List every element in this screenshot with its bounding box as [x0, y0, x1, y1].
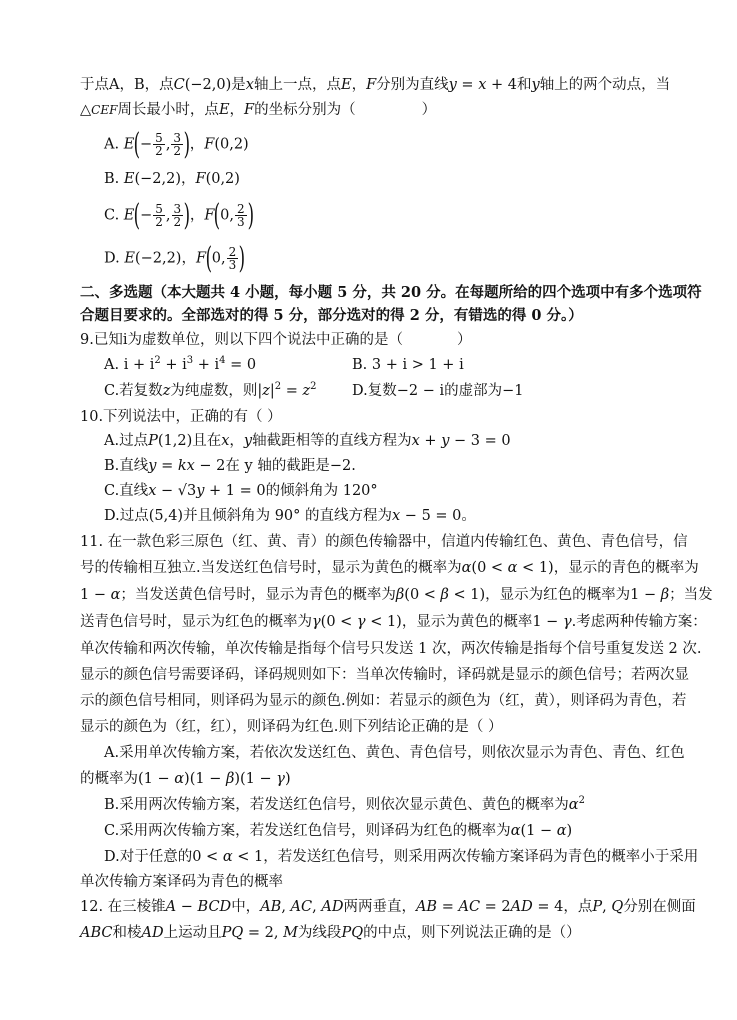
text: ；当发 — [669, 587, 713, 603]
text: B.直线 — [104, 458, 149, 474]
q11-option-d-line2: 单次传输方案译码为青色的概率 — [80, 874, 283, 890]
q11-line4: 送青色信号时，显示为红色的概率为γ(0 < γ < 1)，显示为黄色的概率1 − γ.考虑两种传输方案： — [80, 614, 707, 630]
text: 于点 — [80, 77, 109, 93]
q10-option-b: B.直线y = kx − 2在 y 轴的截距是−2. — [104, 458, 356, 474]
text: ， — [351, 77, 367, 93]
q11-option-a-line2: 的概率为(1 − α)(1 − β)(1 − γ) — [80, 771, 291, 787]
section2-header-line2: 合题目要求的。全部选对的得 5 分，部分选对的得 2 分，有错选的得 0 分。） — [80, 307, 583, 324]
q10-option-a: A.过点P(1,2)且在x，y轴截距相等的直线方程为x + y − 3 = 0 — [104, 433, 511, 449]
text: 轴上一点，点 — [253, 77, 341, 93]
q11-line8: 显示的颜色为（红，红），则译码为红色.则下列结论正确的是（ ） — [80, 719, 503, 735]
q9-option-a: A. $i + i^2 + i^3 + i^4 = 0$ — [104, 355, 257, 373]
text: ，点 — [563, 899, 593, 915]
text: C.若复数 — [104, 383, 163, 399]
text: ） — [421, 102, 437, 118]
option-label: A. — [104, 136, 120, 153]
text: 轴上的两个动点，当 — [539, 77, 671, 93]
text: ；当发送黄色信号时，显示为青色的概率为 — [120, 587, 396, 603]
text: ， — [229, 102, 245, 118]
text: 并且倾斜角为 90° 的直线方程为 — [183, 508, 393, 524]
text: 中， — [231, 899, 261, 915]
q8-stem-line2: △CEF周长最小时，点E，F的坐标分别为（ ） — [80, 102, 437, 118]
q10-option-d: D.过点(5,4)并且倾斜角为 90° 的直线方程为x − 5 = 0。 — [104, 508, 476, 524]
text: 分别在侧面 — [623, 899, 696, 915]
q12-line1: 12. 在三棱锥A − BCD中，AB, AC, AD两两垂直，AB = AC = 2AD = 4，点P, Q分别在侧面 — [80, 899, 696, 915]
q8-option-a: A. E(− $\frac{5}{2}$ , $\frac{3}{2}$ )，F(0,2) — [104, 126, 249, 162]
q11-line3: 1 − α；当发送黄色信号时，显示为青色的概率为β(0 < β < 1)，显示为红色的概率为1 − β；当发 — [80, 587, 713, 603]
option-label: C. — [104, 207, 120, 224]
text: 送青色信号时，显示为红色的概率为 — [80, 614, 312, 630]
q9-option-d: D.复数−2 − i的虚部为−1 — [352, 383, 524, 399]
text: 为虚数单位，则以下四个说法中正确的是（ — [127, 332, 403, 348]
q8-option-c: C. E(− $\frac{5}{2}$ , $\frac{3}{2}$ )，F(0, $\frac{2}{3}$ ) — [104, 197, 254, 233]
q10-stem: 10.下列说法中，正确的有（ ） — [80, 409, 282, 425]
text: 的中点，则下列说法正确的是（） — [363, 925, 581, 941]
q11-line6: 显示的颜色信号需要译码，译码规则如下：当单次传输时，译码就是显示的颜色信号；若两次显 — [80, 667, 689, 683]
q11-line1: 11. 在一款色彩三原色（红、黄、青）的颜色传输器中，信道内传输红色、黄色、青色信号，信 — [80, 534, 688, 550]
q11-option-b: B.采用两次传输方案，若发送红色信号，则依次显示黄色、黄色的概率为$\alpha^2$ — [104, 795, 585, 813]
option-label: A. — [104, 357, 120, 373]
text: 12. 在三棱锥 — [80, 899, 166, 915]
q9-option-c: C.若复数z为纯虚数，则$|z|^2 = z^2$ — [104, 381, 317, 399]
option-label: B. — [104, 171, 120, 187]
text: 的概率为 — [80, 771, 138, 787]
q8-option-d: D. E(−2,2)，F(0, $\frac{2}{3}$ ) — [104, 240, 246, 276]
text: A.过点 — [104, 433, 149, 449]
text: 为线段 — [297, 925, 342, 941]
section2-header-line1: 二、多选题（本大题共 4 小题，每小题 5 分，共 20 分。在每题所给的四个选项中有多个选项符 — [80, 284, 702, 301]
q8-stem-line1: 于点A，B，点C(−2,0)是x轴上一点，点E，F分别为直线y = x + 4和y轴上的两个动点，当 — [80, 77, 671, 93]
text: 9.已知 — [80, 332, 123, 348]
text: ，显示的青色的概率为 — [553, 560, 699, 576]
text: .考虑两种传输方案： — [571, 614, 707, 630]
text: ，显示为黄色的概率 — [401, 614, 533, 630]
text: 和 — [516, 77, 532, 93]
q11-line7: 示的颜色信号相同，则译码为显示的颜色.例如：若显示的颜色为（红，黄），则译码为青色，若 — [80, 693, 687, 709]
text: B.采用两次传输方案，若发送红色信号，则依次显示黄色、黄色的概率为 — [104, 797, 569, 813]
q11-option-c: C.采用两次传输方案，若发送红色信号，则译码为红色的概率为α(1 − α) — [104, 823, 573, 839]
q11-line2: 号的传输相互独立.当发送红色信号时，显示为黄色的概率为α(0 < α < 1)，显示的青色的概率为 — [80, 560, 699, 576]
q11-option-a-line1: A.采用单次传输方案，若依次发送红色、黄色、青色信号，则依次显示为青色、青色、红色 — [104, 745, 685, 761]
text: D.复数 — [352, 383, 397, 399]
option-label: D. — [104, 250, 120, 267]
text: 分别为直线 — [376, 77, 449, 93]
text: ，显示为红色的概率为 — [485, 587, 631, 603]
text: 周长最小时，点 — [117, 102, 219, 118]
text: ， — [229, 433, 244, 449]
text: 两两垂直， — [343, 899, 416, 915]
text: 且在 — [192, 433, 222, 449]
text: ） — [456, 332, 472, 348]
text: 上运动且 — [163, 925, 222, 941]
q11-line5: 单次传输和两次传输，单次传输是指每个信号只发送 1 次，两次传输是指每个信号重复发送 2 次. — [80, 641, 702, 657]
text: C.直线 — [104, 483, 149, 499]
text: ，点 — [144, 77, 174, 93]
text: C.采用两次传输方案，若发送红色信号，则译码为红色的概率为 — [104, 823, 511, 839]
text: 的倾斜角为 120° — [265, 483, 378, 499]
text: ，若发送红色信号，则采用两次传输方案译码为青色的概率小于采用 — [263, 849, 699, 865]
q12-line2: ABC和棱AD上运动且PQ = 2, M为线段PQ的中点，则下列说法正确的是（） — [80, 925, 581, 941]
text: 。 — [461, 508, 476, 524]
q10-option-c: C.直线x − √3y + 1 = 0的倾斜角为 120° — [104, 483, 378, 499]
q11-option-d-line1: D.对于任意的0 < α < 1，若发送红色信号，则采用两次传输方案译码为青色的概率小于采用 — [104, 849, 699, 865]
text: D.对于任意的 — [104, 849, 193, 865]
text: D.过点 — [104, 508, 149, 524]
text: 轴截距相等的直线方程为 — [252, 433, 412, 449]
text: 在 y 轴的截距是 — [225, 458, 330, 474]
text: 和棱 — [112, 925, 142, 941]
q9-option-b: B. 3 + i > 1 + i — [352, 357, 464, 373]
text: ， — [119, 77, 134, 93]
text: 号的传输相互独立.当发送红色信号时，显示为黄色的概率为 — [80, 560, 462, 576]
text: 的坐标分别为（ — [254, 102, 356, 118]
q8-option-b: B. E(−2,2)，F(0,2) — [104, 171, 240, 187]
text: 的虚部为 — [444, 383, 503, 399]
text: 是 — [231, 77, 246, 93]
option-label: B. — [352, 357, 368, 373]
q9-stem: 9.已知i为虚数单位，则以下四个说法中正确的是（ ） — [80, 332, 472, 348]
text: 为纯虚数，则 — [170, 383, 258, 399]
